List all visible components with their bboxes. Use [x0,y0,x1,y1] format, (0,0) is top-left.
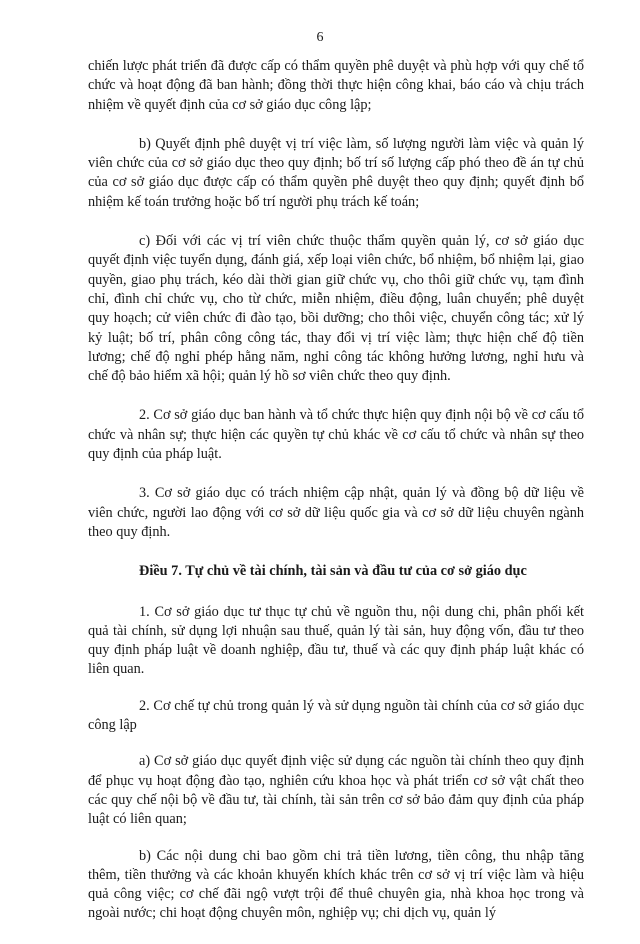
paragraph-article7-item-b: b) Các nội dung chi bao gồm chi trả tiền lương, tiền công, thu nhập tăng thêm, tiền thưởng và các khoản khuyến khích khác trên cơ sở vị trí việc làm và hiệu quả công việc; cơ chế đãi ngộ vượt trội để thuê chuyên gia, nhà khoa học trong và ngoài nước; chi hoạt động chuyên môn, nghiệp vụ; chi dịch vụ, quản lý [88,847,584,922]
article-7-heading: Điều 7. Tự chủ về tài chính, tài sản và đầu tư của cơ sở giáo dục [139,563,527,580]
paragraph-article7-item-a: a) Cơ sở giáo dục quyết định việc sử dụng các nguồn tài chính theo quy định để phục vụ hoạt động đào tạo, nghiên cứu khoa học và phát triển cơ sở vật chất theo các quy chế nội bộ về đầu tư, tài chính, tài sản trên cơ sở bảo đảm quy định của pháp luật có liên quan; [88,753,584,828]
paragraph-clause-2: 2. Cơ sở giáo dục ban hành và tổ chức thực hiện quy định nội bộ về cơ cấu tổ chức và nhân sự; thực hiện các quyền tự chủ khác về cơ cấu tổ chức và nhân sự theo quy định của pháp luật. [88,407,584,463]
paragraph-article7-clause-1: 1. Cơ sở giáo dục tư thục tự chủ về nguồn thu, nội dung chi, phân phối kết quả tài chính, sử dụng lợi nhuận sau thuế, quản lý tài sản, huy động vốn, đầu tư theo quy định pháp luật về doanh nghiệp, đầu tư, thuế và các quy định pháp luật khác có liên quan. [88,603,584,678]
paragraph-clause-3: 3. Cơ sở giáo dục có trách nhiệm cập nhật, quản lý và đồng bộ dữ liệu về viên chức, người lao động với cơ sở dữ liệu quốc gia và cơ sở dữ liệu chuyên ngành theo quy định. [88,485,584,540]
paragraph-item-b: b) Quyết định phê duyệt vị trí việc làm, số lượng người làm việc và quản lý viên chức của cơ sở giáo dục theo quy định; bố trí số lượng cấp phó theo đề án tự chủ của cơ sở giáo dục được cấp có thẩm quyền phê duyệt theo quy định; quyết định bổ nhiệm kế toán trưởng hoặc bố trí người phụ trách kế toán; [88,135,584,210]
document-body [88,57,584,944]
paragraph-article7-clause-2: 2. Cơ chế tự chủ trong quản lý và sử dụng nguồn tài chính của cơ sở giáo dục công lập [88,697,584,734]
page-number: 6 [316,30,324,45]
paragraph-item-c: c) Đối với các vị trí viên chức thuộc thẩm quyền quản lý, cơ sở giáo dục quyết định việc tuyển dụng, đánh giá, xếp loại viên chức, bổ nhiệm, bổ nhiệm lại, giao quyền, giao phụ trách, kéo dài thời gian giữ chức vụ, cho thôi giữ chức vụ, tạm đình chỉ, đình chỉ chức vụ, cho từ chức, miễn nhiệm, điều động, luân chuyển; phê duyệt quy hoạch; cử viên chức đi đào tạo, bồi dưỡng; cho thôi việc, chuyển công tác; xử lý kỷ luật; bố trí, phân công công tác, thay đổi vị trí việc làm; thực hiện chế độ tiền lương; chế độ nghỉ phép hằng năm, nghỉ công tác không hưởng lương, nghỉ hưu và chế độ bảo hiểm xã hội; quản lý hồ sơ viên chức theo quy định. [88,233,584,385]
paragraph-continuation: chiến lược phát triển đã được cấp có thẩm quyền phê duyệt và phù hợp với quy chế tổ chức và hoạt động đã ban hành; đồng thời thực hiện công khai, báo cáo và chịu trách nhiệm về quyết định của cơ sở giáo dục công lập; [88,58,584,113]
